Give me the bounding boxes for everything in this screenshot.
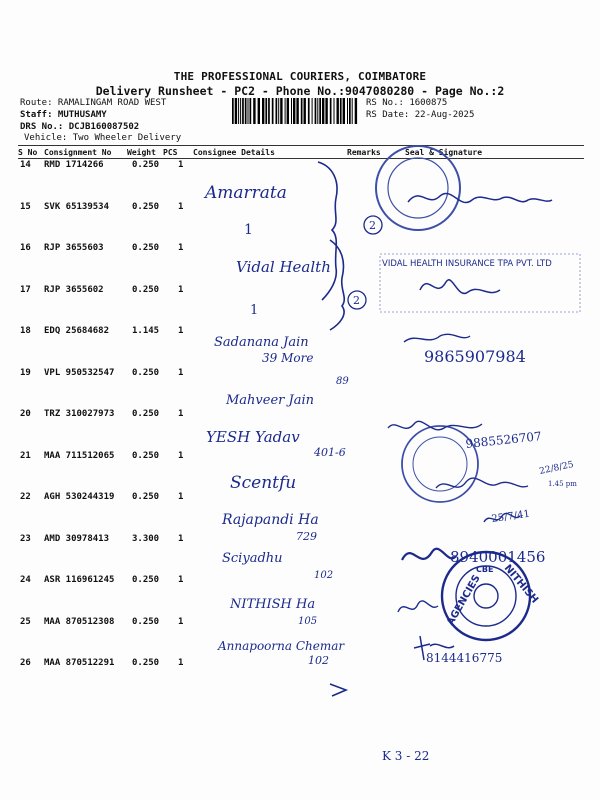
hw-address-24: 105	[298, 616, 318, 627]
hw-phone-20: 9885526707	[464, 429, 543, 451]
hw-consignee-18: Sadanana Jain	[214, 335, 309, 350]
row-weight: 0.250	[132, 367, 160, 378]
hw-address-23: 102	[314, 570, 334, 581]
hw-consignee-25: Annapoorna Chemar	[218, 639, 345, 653]
row-pcs: 1	[178, 367, 184, 378]
row-sno: 24	[20, 575, 31, 585]
barcode-bar	[238, 98, 239, 124]
row-weight: 0.250	[132, 201, 160, 212]
row-consignment: RMD 1714266	[44, 160, 104, 170]
barcode-bar	[235, 98, 237, 124]
hw-footer-note: K 3 - 22	[382, 749, 430, 763]
barcode-bar	[248, 98, 249, 124]
row-weight: 0.250	[132, 409, 160, 419]
row-sno: 19	[20, 367, 31, 378]
row-pcs: 1	[178, 409, 184, 419]
hw-phone-23: 8940001456	[450, 548, 546, 566]
barcode-bar	[278, 98, 279, 124]
table-row	[0, 202, 600, 240]
row-sno: 21	[20, 450, 31, 461]
hw-address-20: 401-6	[314, 446, 346, 459]
row-pcs: 1	[178, 201, 184, 212]
row-pcs: 1	[178, 658, 184, 668]
hw-consignee-23: Sciyadhu	[222, 551, 283, 566]
col-weight: Weight	[127, 148, 156, 157]
barcode-bar	[347, 98, 348, 124]
hw-consignee-24: NITHISH Ha	[230, 597, 316, 612]
barcode-bar	[301, 98, 303, 124]
table-header-rule	[18, 158, 584, 159]
row-sno: 18	[20, 326, 31, 336]
nithish-stamp-city: CBE	[476, 565, 494, 574]
hw-address-22: 729	[296, 530, 317, 543]
barcode-bar	[291, 98, 292, 124]
row-pcs: 1	[178, 450, 184, 461]
table-row	[0, 409, 600, 447]
table-row	[0, 575, 600, 613]
row-sno: 23	[20, 533, 31, 544]
col-pcs: PCS	[163, 148, 178, 157]
table-row	[0, 658, 600, 696]
row-weight: 0.250	[132, 243, 160, 253]
barcode-bar	[232, 98, 234, 124]
barcode-bar	[287, 98, 289, 124]
barcode-bar	[258, 98, 260, 124]
barcode-bar	[250, 98, 252, 124]
hw-consignee-16: Vidal Health	[236, 258, 331, 276]
row-sno: 17	[20, 284, 31, 295]
row-consignment: AMD 30978413	[44, 533, 110, 544]
barcode-bar	[330, 98, 332, 124]
nithish-stamp-top: NITHISH	[501, 562, 541, 606]
hw-address-18: 39 More	[262, 351, 314, 365]
row-consignment: SVK 65139534	[44, 201, 110, 212]
hw-consignee-22: Rajapandi Ha	[222, 512, 319, 528]
row-consignment: ASR 116961245	[44, 575, 115, 585]
col-consignment: Consignment No	[44, 148, 112, 157]
barcode-bar	[265, 98, 267, 124]
row-pcs: 1	[178, 284, 184, 295]
row-pcs: 1	[178, 492, 184, 502]
row-consignment: MAA 711512065	[44, 450, 115, 461]
row-pcs: 1	[178, 616, 184, 627]
barcode-bar	[355, 98, 357, 124]
row-consignment: RJP 3655602	[44, 284, 104, 295]
row-pcs: 1	[178, 575, 184, 585]
hw-circled-2b: 2	[353, 294, 360, 307]
hw-date-21: 22/8/25	[538, 459, 575, 477]
table-row	[0, 451, 600, 489]
hw-address-19: 89	[336, 376, 349, 387]
barcode-bar	[325, 98, 327, 124]
row-weight: 0.250	[132, 450, 160, 461]
row-consignment: EDQ 25684682	[44, 326, 110, 336]
drs-number: DRS No.: DCJB160087502	[20, 122, 140, 132]
nithish-stamp-bottom: AGENCIES	[445, 573, 483, 628]
barcode-bar	[334, 98, 335, 124]
row-pcs: 1	[178, 533, 184, 544]
hw-time-21: 1.45 pm	[548, 480, 577, 488]
hw-count-17: 1	[250, 303, 259, 318]
row-sno: 16	[20, 243, 31, 253]
hw-phone-18: 9865907984	[424, 347, 526, 366]
barcode-bar	[296, 98, 298, 124]
table-row	[0, 243, 600, 281]
barcode-bar	[240, 98, 241, 124]
barcode-bar	[293, 98, 295, 124]
table-row	[0, 326, 600, 364]
row-consignment: AGH 530244319	[44, 492, 115, 502]
barcode-bar	[245, 98, 247, 124]
row-sno: 22	[20, 492, 31, 502]
barcode-bar	[276, 98, 278, 124]
barcode-bar	[349, 98, 351, 124]
row-consignment: MAA 870512308	[44, 616, 115, 627]
barcode	[232, 98, 360, 124]
barcode-bar	[337, 98, 339, 124]
barcode-bar	[253, 98, 255, 124]
barcode-bar	[280, 98, 282, 124]
row-pcs: 1	[178, 243, 184, 253]
col-seal: Seal & Signature	[405, 148, 483, 157]
barcode-bar	[322, 98, 324, 124]
barcode-bar	[268, 98, 270, 124]
barcode-bar	[242, 98, 244, 124]
vehicle-label: Vehicle: Two Wheeler Delivery	[24, 133, 182, 143]
hw-circled-2a: 2	[369, 219, 376, 232]
hw-consignee-14: Amarrata	[205, 183, 287, 203]
barcode-bar	[352, 98, 353, 124]
row-weight: 0.250	[132, 284, 160, 295]
hw-consignee-21: Scentfu	[230, 473, 297, 493]
table-top-rule	[18, 145, 584, 146]
row-consignment: MAA 870512291	[44, 658, 115, 668]
table-row	[0, 285, 600, 323]
col-sno: S No	[18, 148, 38, 157]
barcode-bar	[308, 98, 310, 124]
row-pcs: 1	[178, 160, 184, 170]
row-weight: 0.250	[132, 160, 160, 170]
row-weight: 0.250	[132, 616, 160, 627]
hw-count-15: 1	[244, 222, 253, 238]
row-weight: 3.300	[132, 533, 160, 544]
barcode-bar	[317, 98, 318, 124]
table-row	[0, 492, 600, 530]
staff-label: Staff: MUTHUSAMY	[20, 110, 107, 120]
table-row	[0, 160, 600, 198]
vidal-stamp-text: VIDAL HEALTH INSURANCE TPA PVT. LTD	[382, 259, 552, 269]
hw-consignee-20: YESH Yadav	[206, 428, 300, 446]
row-consignment: TRZ 310027973	[44, 409, 115, 419]
rs-date: RS Date: 22-Aug-2025	[366, 110, 475, 120]
row-consignment: RJP 3655603	[44, 243, 104, 253]
barcode-bar	[340, 98, 342, 124]
row-weight: 1.145	[132, 326, 160, 336]
route-label: Route: RAMALINGAM ROAD WEST	[20, 98, 167, 108]
col-remarks: Remarks	[347, 148, 381, 157]
barcode-bar	[272, 98, 274, 124]
row-sno: 15	[20, 201, 31, 212]
barcode-bar	[285, 98, 286, 124]
table-row	[0, 368, 600, 406]
barcode-bar	[343, 98, 345, 124]
runsheet-title: Delivery Runsheet - PC2 - Phone No.:9047080280 - Page No.:2	[95, 84, 505, 98]
barcode-bar	[312, 98, 313, 124]
table-row	[0, 617, 600, 655]
row-consignment: VPL 950532547	[44, 367, 115, 378]
row-weight: 0.250	[132, 658, 160, 668]
company-title: THE PROFESSIONAL COURIERS, COIMBATORE	[173, 70, 427, 83]
col-details: Consignee Details	[193, 148, 275, 157]
barcode-bar	[319, 98, 321, 124]
row-pcs: 1	[178, 326, 184, 336]
row-sno: 14	[20, 160, 31, 170]
row-weight: 0.250	[132, 575, 160, 585]
row-weight: 0.250	[132, 492, 160, 502]
table-row	[0, 534, 600, 572]
hw-consignee-19: Mahveer Jain	[226, 393, 315, 408]
row-sno: 25	[20, 616, 31, 627]
barcode-bar	[315, 98, 317, 124]
barcode-bar	[262, 98, 264, 124]
hw-code-22: 25/7/41	[490, 508, 531, 525]
row-sno: 20	[20, 409, 31, 419]
hw-phone-25: 8144416775	[426, 651, 503, 665]
barcode-bar	[304, 98, 306, 124]
rs-number: RS No.: 1600875	[366, 98, 448, 108]
row-sno: 26	[20, 658, 31, 668]
hw-address-25: 102	[308, 654, 329, 667]
